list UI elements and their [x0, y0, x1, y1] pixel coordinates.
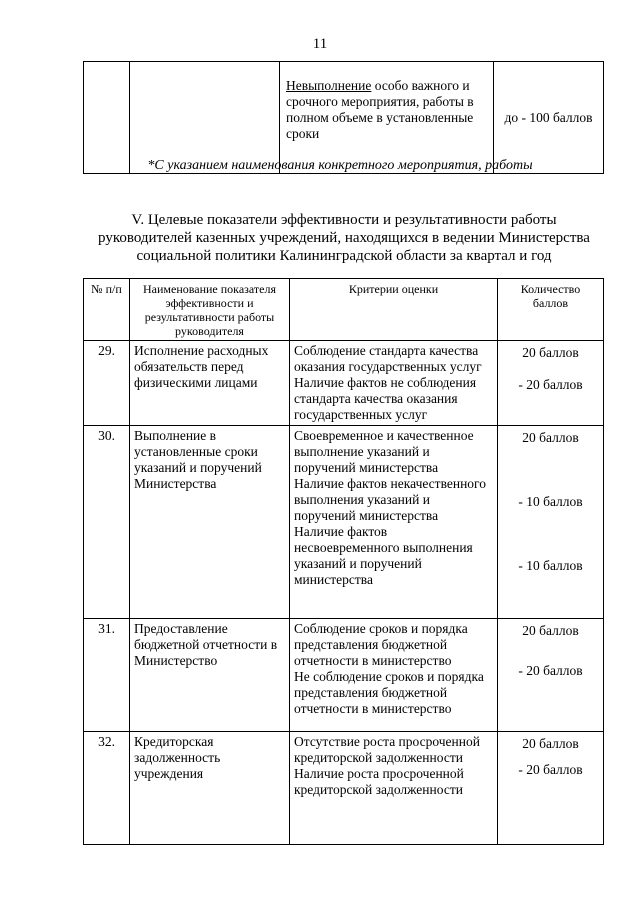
criterion: Соблюдение сроков и порядка представления бюджетной отчетности в министерство — [294, 621, 468, 668]
row-num: 30. — [84, 426, 130, 619]
table-row — [84, 62, 604, 174]
row-name: Исполнение расходных обязательств перед физическими лицами — [130, 341, 290, 426]
points-value: 20 баллов — [522, 345, 579, 360]
header-num: № п/п — [84, 279, 130, 341]
points-value: - 10 баллов — [518, 558, 583, 573]
section-title — [74, 211, 614, 265]
table-cell-criteria — [280, 62, 494, 174]
section-title-line: V. Целевые показатели эффективности и результативности работы — [131, 212, 557, 228]
criterion: Наличие роста просроченной кредиторской задолженности — [294, 766, 464, 797]
row-points — [498, 426, 604, 619]
page-number: 11 — [312, 36, 328, 52]
table-cell-num — [84, 62, 130, 174]
criterion: Отсутствие роста просроченной кредиторской задолженности — [294, 734, 480, 765]
criterion: Не соблюдение сроков и порядка представления бюджетной отчетности в министерство — [294, 669, 484, 716]
row-num: 31. — [84, 619, 130, 732]
criterion: Соблюдение стандарта качества оказания государственных услуг — [294, 343, 482, 374]
table-row — [84, 341, 604, 426]
points-value: 20 баллов — [522, 430, 579, 445]
row-name: Предоставление бюджетной отчетности в Министерство — [130, 619, 290, 732]
points-value: - 20 баллов — [518, 663, 583, 678]
section-title-line: социальной политики Калининградской области за квартал и год — [136, 248, 552, 264]
table-header-row — [84, 279, 604, 341]
row-points — [498, 619, 604, 732]
row-criteria — [290, 732, 498, 845]
table-row — [84, 732, 604, 845]
criterion: Наличие фактов некачественного выполнения указаний и поручений министерства — [294, 476, 487, 523]
row-points — [498, 341, 604, 426]
row-criteria — [290, 619, 498, 732]
points-value: 20 баллов — [522, 736, 579, 751]
table-cell-points: до - 100 баллов — [494, 62, 604, 174]
criterion-underlined: Невыполнение — [286, 78, 372, 93]
header-points: Количество баллов — [498, 279, 604, 341]
criterion: Наличие фактов несвоевременного выполнения указаний и поручений министерства — [294, 524, 473, 587]
criterion-text: особо важного и срочного мероприятия, работы в полном объеме в установленные сроки — [286, 78, 474, 141]
points-value: - 10 баллов — [518, 494, 583, 509]
row-name: Кредиторская задолженность учреждения — [130, 732, 290, 845]
table-cell-name — [130, 62, 280, 174]
indicators-table — [83, 278, 604, 845]
row-points — [498, 732, 604, 845]
header-name: Наименование показателя эффективности и результативности работы руководителя — [130, 279, 290, 341]
points-value: 20 баллов — [522, 623, 579, 638]
table-row — [84, 619, 604, 732]
header-criteria: Критерии оценки — [290, 279, 498, 341]
row-num: 32. — [84, 732, 130, 845]
points-value: - 20 баллов — [518, 762, 583, 777]
section-title-line: руководителей казенных учреждений, находящихся в ведении Министерства — [98, 230, 590, 246]
row-name: Выполнение в установленные сроки указаний и поручений Министерства — [130, 426, 290, 619]
points-value: - 20 баллов — [518, 377, 583, 392]
row-criteria — [290, 341, 498, 426]
footnote: *С указанием наименования конкретного мероприятия, работы — [147, 158, 533, 173]
table-row — [84, 426, 604, 619]
criterion: Наличие фактов не соблюдения стандарта качества оказания государственных услуг — [294, 375, 477, 422]
criterion: Своевременное и качественное выполнение указаний и поручений министерства — [294, 428, 474, 475]
row-num: 29. — [84, 341, 130, 426]
row-criteria — [290, 426, 498, 619]
